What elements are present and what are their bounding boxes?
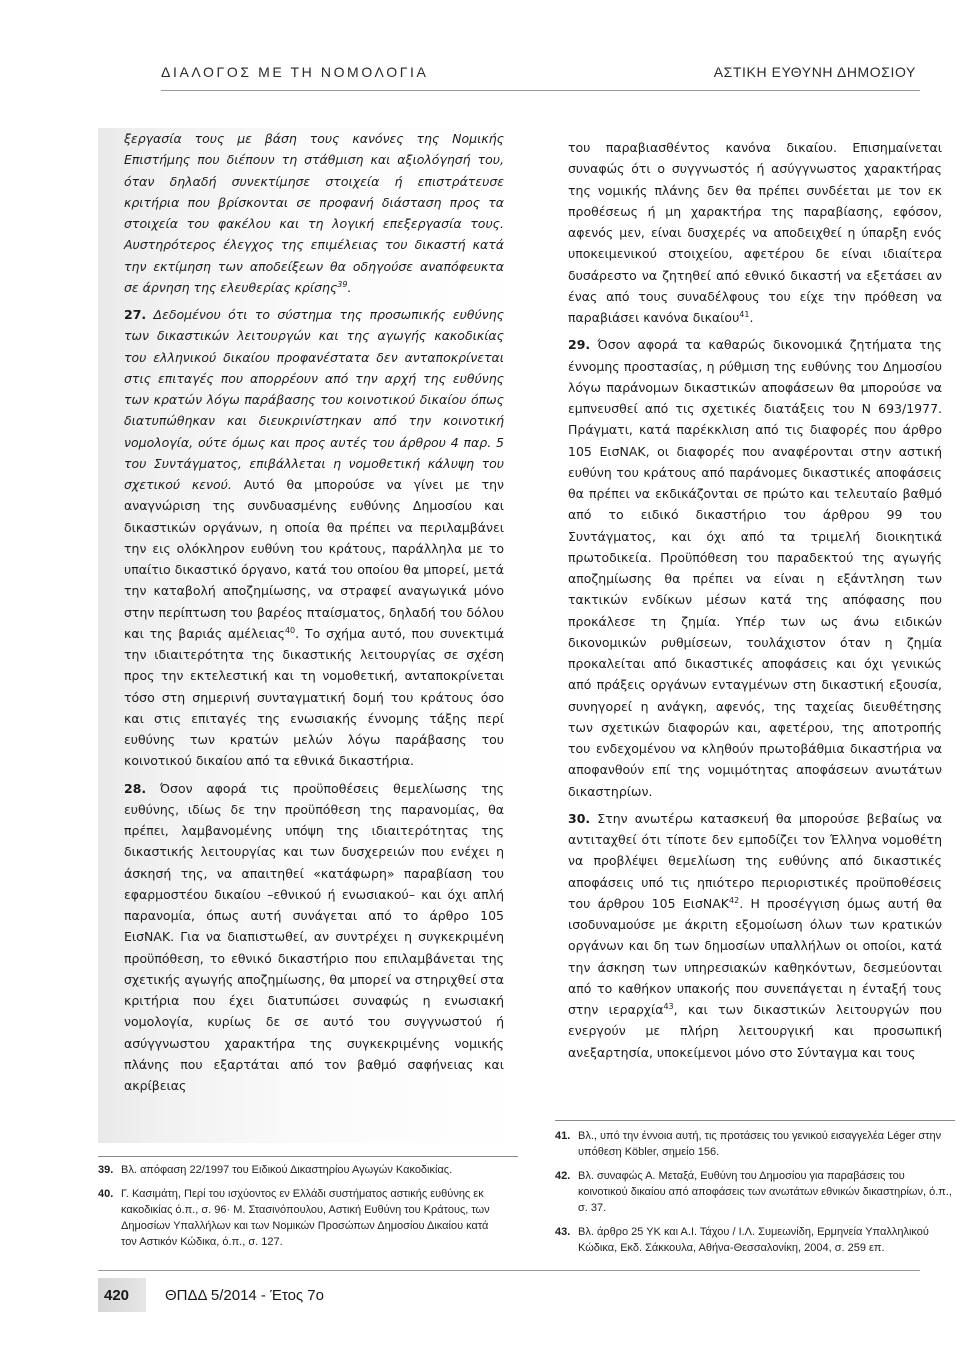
running-header-right: ΑΣΤΙΚΗ ΕΥΘΥΝΗ ΔΗΜΟΣΙΟΥ (713, 64, 916, 80)
right-column (568, 137, 942, 1063)
paragraph-number: 28. (124, 780, 147, 796)
footnote-ref-43[interactable]: 43 (663, 1001, 674, 1011)
paragraph-26-continued: ξεργασία τους με βάση τους κανόνες της Νομικής Επιστήμης που διέπουν τη στάθμιση και αξιολόγησή του, όταν δηλαδή συνεκτίμησε στοιχεία ή επιστράτευσε κριτήρια που βρίσκονται σε προφανή διάσταση προς τα στοιχεία του φακέλου και τη λογική επεξεργασία τους. Αυστηρότερος έλεγχος της επιμέλειας του δικαστή κατά την εκτίμηση των αποδείξεων θα οδηγούσε αναπόφευκτα σε άρνηση της ελευθερίας κρίσης$^{39}$. (124, 131, 504, 295)
running-header-left: ΔΙΑΛΟΓΟΣ ΜΕ ΤΗ ΝΟΜΟΛΟΓΙΑ (161, 64, 429, 80)
footer-rule (98, 1270, 920, 1271)
paragraph-29: 29. Όσον αφορά τα καθαρώς δικονομικά ζητήματα της έννομης προστασίας, η ρύθμιση της ευθύνης του Δημοσίου λόγω παράνομων δικαστικών αποφάσεων θα μπορούσε να εμπνευσθεί από τις σχετικές διατάξεις του Ν 693/1977. Πράγματι, κατά παρέκκλιση από τις διαφορές που άρθρο 105 ΕισΝΑΚ, οι διαφορές που αναφέρονται στην αστική ευθύνη του κράτους από παράνομες δικαστικές αποφάσεις θα πρέπει να εκδικάζονται σε πρώτο και τελευταίο βαθμό από το ειδικό δικαστήριο του άρθρου 99 του Συντάγματος, και όχι από τα τριμελή διοικητικά πρωτοδικεία. Προϋπόθεση του παραδεκτού της αγωγής αποζημίωσης θα πρέπει να είναι η εξάντληση των τακτικών ενδίκων μέσων κατά της απόφασης που προκάλεσε τη ζημία. Υπέρ των ως άνω ειδικών δικονομικών ρυθμίσεων, τουλάχιστον όταν η ζημία προκαλείται από δικαστικές αποφάσεις και όχι γενικώς από πράξεις οργάνων ενταγμένων στη δικαστική εξουσία, συνηγορεί η ανάγκη, αφενός, της ταχείας διευθέτησης των σχετικών διαφορών και, αφετέρου, της αποτροπής του ενδεχομένου να κληθούν πρωτοβάθμια δικαστήρια να αποφανθούν επί της νομιμότητας αποφάσεων ανωτάτων δικαστηρίων. (568, 337, 942, 799)
paragraph-number: 29. (568, 337, 591, 353)
journal-citation: ΘΠΔΔ 5/2014 - Έτος 7ο (165, 1287, 324, 1304)
footnote-41: 41. Βλ., υπό την έννοια αυτή, τις προτάσεις του γενικού εισαγγελέα Léger στην υπόθεση Köbler, σημείο 156. (555, 1130, 942, 1158)
footnote-rule-right (555, 1120, 955, 1121)
paragraph-number: 27. (124, 307, 147, 322)
paragraph-28: 28. Όσον αφορά τις προϋποθέσεις θεμελίωσης της ευθύνης, ιδίως δε την προϋπόθεση της παρανομίας, θα πρέπει, λαμβανομένης υπόψη της ιδιαιτερότητας της δικαστικής λειτουργίας και των δυσχερειών που ενέχει η άσκησή της, να απαιτηθεί «κατάφωρη» παραβίαση του εφαρμοστέου δικαίου –εθνικού ή ενωσιακού– και όχι απλή παρανομία, όπως αυτή συνάγεται από το άρθρο 105 ΕισΝΑΚ. Για να διαπιστωθεί, αν συντρέχει η συγκεκριμένη προϋπόθεση, το εθνικό δικαστήριο που επιλαμβάνεται της σχετικής αγωγής αποζημίωσης, θα μπορεί να στηριχθεί στα κριτήρια που έχει διατυπώσει συναφώς η ενωσιακή νομολογία, κυρίως δε σε αυτό του συγγνωστού ή ασύγγνωστου χαρακτήρα της συγκεκριμένης νομικής πλάνης που εξαρτάται από τον βαθμό σαφήνειας και ακρίβειας (124, 780, 504, 1093)
footnote-40: 40. Γ. Κασιμάτη, Περί του ισχύοντος εν Ελλάδι συστήματος αστικής ευθύνης εκ κακοδικίας ό.π., σ. 96· Μ. Στασινόπουλου, Αστική Ευθύνη του Κράτους, των Δημοσίων Υπαλλήλων και των Νομικών Προσώπων Δημοσίου Δικαίου κατά τον Αστικόν Κώδικα, ό.π., σ. 127. (98, 1188, 490, 1248)
footnote-39: 39. Βλ. απόφαση 22/1997 του Ειδικού Δικαστηρίου Αγωγών Κακοδικίας. (98, 1164, 453, 1176)
left-column (124, 128, 504, 1096)
header-rule (161, 90, 920, 91)
footnote-ref-41[interactable]: 41 (739, 309, 750, 319)
paragraph-27: 27. Δεδομένου ότι το σύστημα της προσωπικής ευθύνης των δικαστικών λειτουργών και της αγωγής κακοδικίας του ελληνικού δικαίου προφανέστατα δεν ανταποκρίνεται στις επιταγές που απορρέουν από την αρχή της ευθύνης των κρατών λόγω παράβασης του κοινοτικού δικαίου όπως διατυπώθηκαν και διευκρινίστηκαν από την κοινοτική νομολογία, ούτε όμως και προς αυτές του άρθρου 4 παρ. 5 του Συντάγματος, επιβάλλεται η νομοθετική κάλυψη του σχετικού κενού. Αυτό θα μπορούσε να γίνει με την αναγνώριση της συνδυασμένης ευθύνης Δημοσίου και δικαστικών οργάνων, η οποία θα πρέπει να περιλαμβάνει την εις ολόκληρον ευθύνη του κράτους, παράλληλα με το υπαίτιο δικαστικό όργανο, κατά του οποίου θα μπορεί, μετά την καταβολή αποζημίωσης, να στραφεί αναγωγικά μόνο στην περίπτωση του βαρέος πταίσματος, δηλαδή του δόλου και της βαριάς αμέλειας$^{40}$. Το σχήμα αυτό, που συνεκτιμά την ιδιαιτερότητα της δικαστικής λειτουργίας σε σχέση προς την εκτελεστική και τη νομοθετική, ανταποκρίνεται τόσο στη σημερινή συνταγματική δομή του κράτους όσο και στις επιταγές της ενωσιακής έννομης τάξης περί ευθύνης των κρατών μελών λόγω παράβασης του κοινοτικού δικαίου από τα εθνικά δικαστήρια. (124, 307, 505, 769)
footnote-ref-39[interactable]: 39 (337, 279, 348, 289)
footnote-ref-42[interactable]: 42 (729, 895, 740, 905)
footnote-42: 42. Βλ. συναφώς Α. Μεταξά, Ευθύνη του Δημοσίου για παραβάσεις του κοινοτικού δικαίου από αποφάσεις των ανωτάτων εθνικών δικαστηρίων, ό.π., σ. 37. (555, 1170, 952, 1214)
paragraph-number: 30. (568, 810, 591, 826)
paragraph-28-continued: του παραβιασθέντος κανόνα δικαίου. Επισημαίνεται συναφώς ότι ο συγγνωστός ή ασύγγνωστος χαρακτήρας της νομικής πλάνης δεν θα πρέπει συνδέεται με τον εκ προθέσεως ή μη χαρακτήρα της παραβίασης, εφόσον, αφενός μεν, είναι δυσχερές να αποδειχθεί η ύπαρξη ενός υποκειμενικού στοιχείου, αφετέρου δε είναι ιδιαίτερα δυσάρεστο να ζητηθεί από εθνικό δικαστή να εξετάσει αν ένας από τους συναδέλφους του είχε την πρόθεση να παραβιάσει κανόνα δικαίου$^{41}$. (568, 140, 942, 325)
paragraph-30: 30. Στην ανωτέρω κατασκευή θα μπορούσε βεβαίως να αντιταχθεί ότι τίποτε δεν εμποδίζει τον Έλληνα νομοθέτη να προβλέψει θεμελίωση της ευθύνης από δικαστικές αποφάσεις υπό τις ηπιότερο περιοριστικές προϋποθέσεις του άρθρου 105 ΕισΝΑΚ$^{42}$. Η προσέγγιση όμως αυτή θα ισοδυναμούσε με άκριτη εξομοίωση όλων των κρατικών οργάνων και δη των δημοσίων υπαλλήλων οι οποίοι, κατά την άσκηση των υπηρεσιακών καθηκόντων, δεσμεύονται από το καθήκον υπακοής που συνεπάγεται η ένταξή τους στην ιεραρχία$^{43}$, και των δικαστικών λειτουργών που ενεργούν με πλήρη λειτουργική και προσωπική ανεξαρτησία, υποκείμενοι μόνο στο Σύνταγμα και τους (568, 810, 942, 1060)
footnote-ref-40[interactable]: 40 (284, 625, 296, 635)
footnote-43: 43. Βλ. άρθρο 25 ΥΚ και Α.Ι. Τάχου / Ι.Λ. Συμεωνίδη, Ερμηνεία Υπαλληλικού Κώδικα, Εκδ. Σάκκουλα, Αθήνα-Θεσσαλονίκη, 2004, σ. 259 επ. (555, 1226, 929, 1254)
page-number: 420 (104, 1287, 130, 1304)
footnote-rule-left (98, 1156, 518, 1157)
